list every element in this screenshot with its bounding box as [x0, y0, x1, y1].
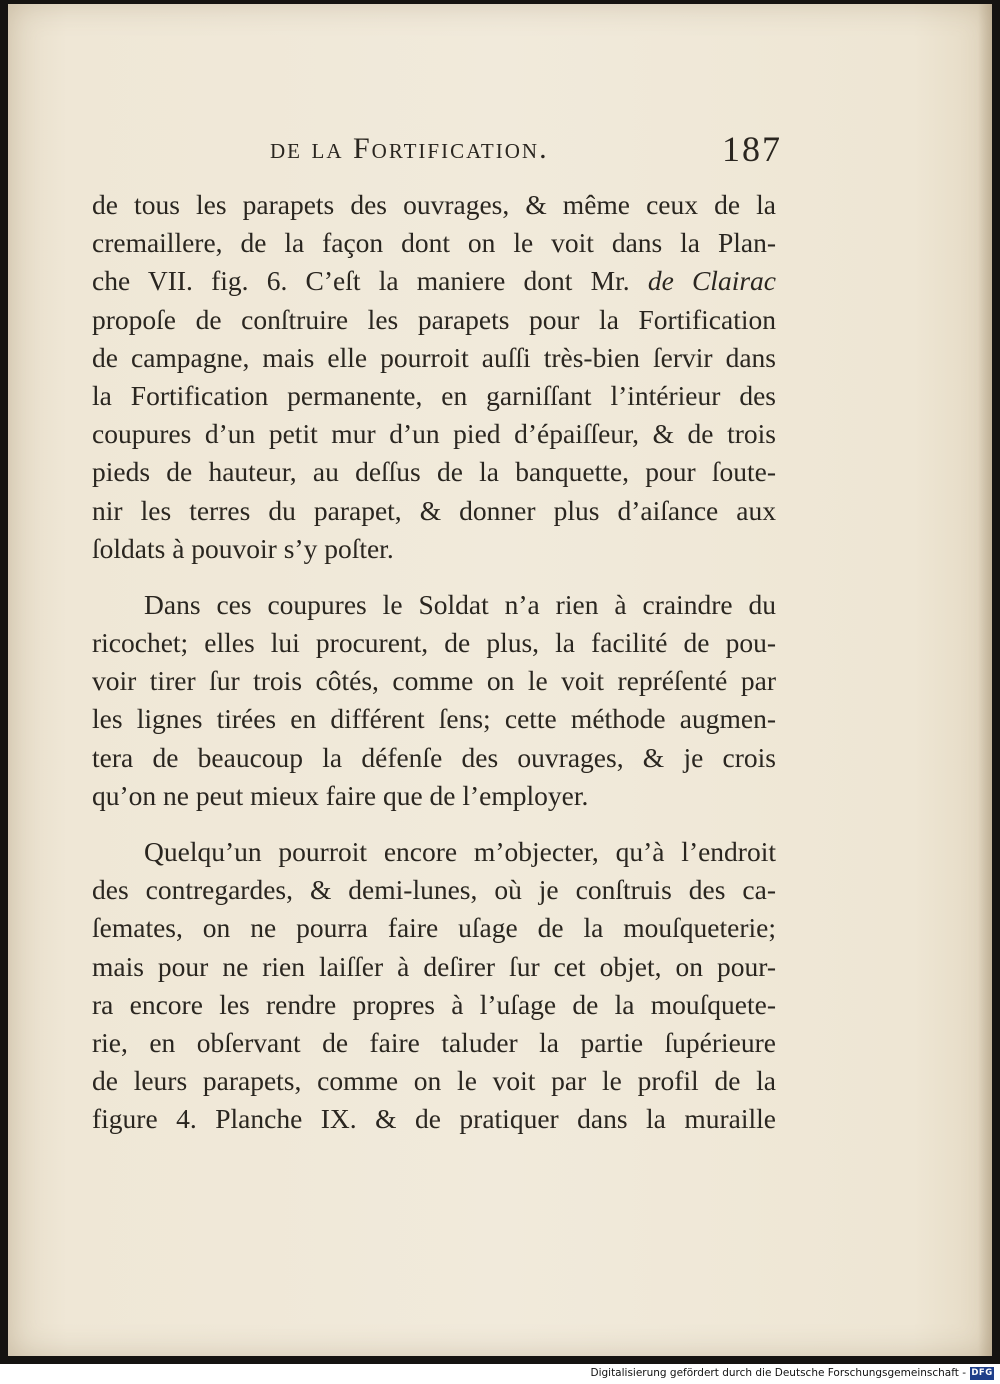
text-line: nir les terres du parapet, & donner plus d’aiſance aux — [92, 494, 776, 526]
text-line: Dans ces coupures le Soldat n’a rien à craindre du — [144, 588, 776, 620]
text-line: Quelqu’un pourroit encore m’objecter, qu’à l’endroit — [144, 836, 776, 867]
running-head — [270, 129, 782, 172]
text-line: coupures d’un petit mur d’un pied d’épaiſſeur, & de trois — [92, 418, 776, 450]
body-text — [92, 186, 776, 1139]
text-line: de tous les parapets des ouvrages, & même ceux de la — [92, 189, 776, 220]
text-line: de campagne, mais elle pourroit auſſi très-bien ſervir dans — [92, 341, 776, 373]
funding-credit: Digitalisierung gefördert durch die Deutsche Forschungsgemeinschaft - — [590, 1367, 966, 1379]
text-line: propoſe de conſtruire les parapets pour la Fortification — [92, 303, 776, 335]
paragraph-2 — [92, 586, 776, 815]
text-line-part: che VII. fig. 6. C’eſt la maniere dont Mr. — [92, 265, 630, 297]
running-head-title: de la Fortification. — [270, 132, 549, 165]
paragraph-3 — [92, 833, 776, 1139]
text-line: ſemates, on ne pourra faire uſage de la mouſqueterie; — [92, 912, 776, 944]
text-line: rie, en obſervant de faire taluder la partie ſupérieure — [92, 1026, 776, 1058]
text-line: qu’on ne peut mieux faire que de l’employer. — [92, 779, 589, 811]
text-line: cremaillere, de la façon dont on le voit dans la Plan- — [92, 227, 776, 259]
paragraph-gap — [92, 568, 776, 586]
text-line: de leurs parapets, comme on le voit par le profil de la — [92, 1065, 776, 1097]
text-line: des contregardes, & demi-lunes, où je conſtruis des ca- — [92, 874, 776, 906]
paragraph-1 — [92, 186, 776, 568]
text-line: les lignes tirées en différent ſens; cette méthode augmen- — [92, 703, 776, 735]
dfg-logo-icon: DFG — [971, 1368, 993, 1378]
text-line: mais pour ne rien laiſſer à deſirer ſur cet objet, on pour- — [92, 950, 776, 982]
text-line — [92, 262, 776, 300]
digitization-footer — [0, 1364, 1000, 1384]
text-line: figure 4. Planche IX. & de pratiquer dans la muraille — [92, 1103, 776, 1135]
text-line: la Fortification permanente, en garniſſant l’intérieur des — [92, 379, 776, 411]
text-line: ra encore les rendre propres à l’uſage de la mouſquete- — [92, 988, 776, 1020]
text-line: tera de beaucoup la défenſe des ouvrages, & je crois — [92, 741, 776, 773]
page-number: 187 — [722, 129, 782, 169]
text-line: ricochet; elles lui procurent, de plus, la facilité de pou- — [92, 627, 776, 659]
italic-author-name: de Clairac — [647, 265, 776, 297]
paragraph-gap — [92, 815, 776, 833]
text-line: voir tirer ſur trois côtés, comme on le voit repréſenté par — [92, 665, 776, 697]
text-line: ſoldats à pouvoir s’y poſter. — [92, 532, 394, 564]
text-line: pieds de hauteur, au deſſus de la banquette, pour ſoute- — [92, 456, 776, 488]
